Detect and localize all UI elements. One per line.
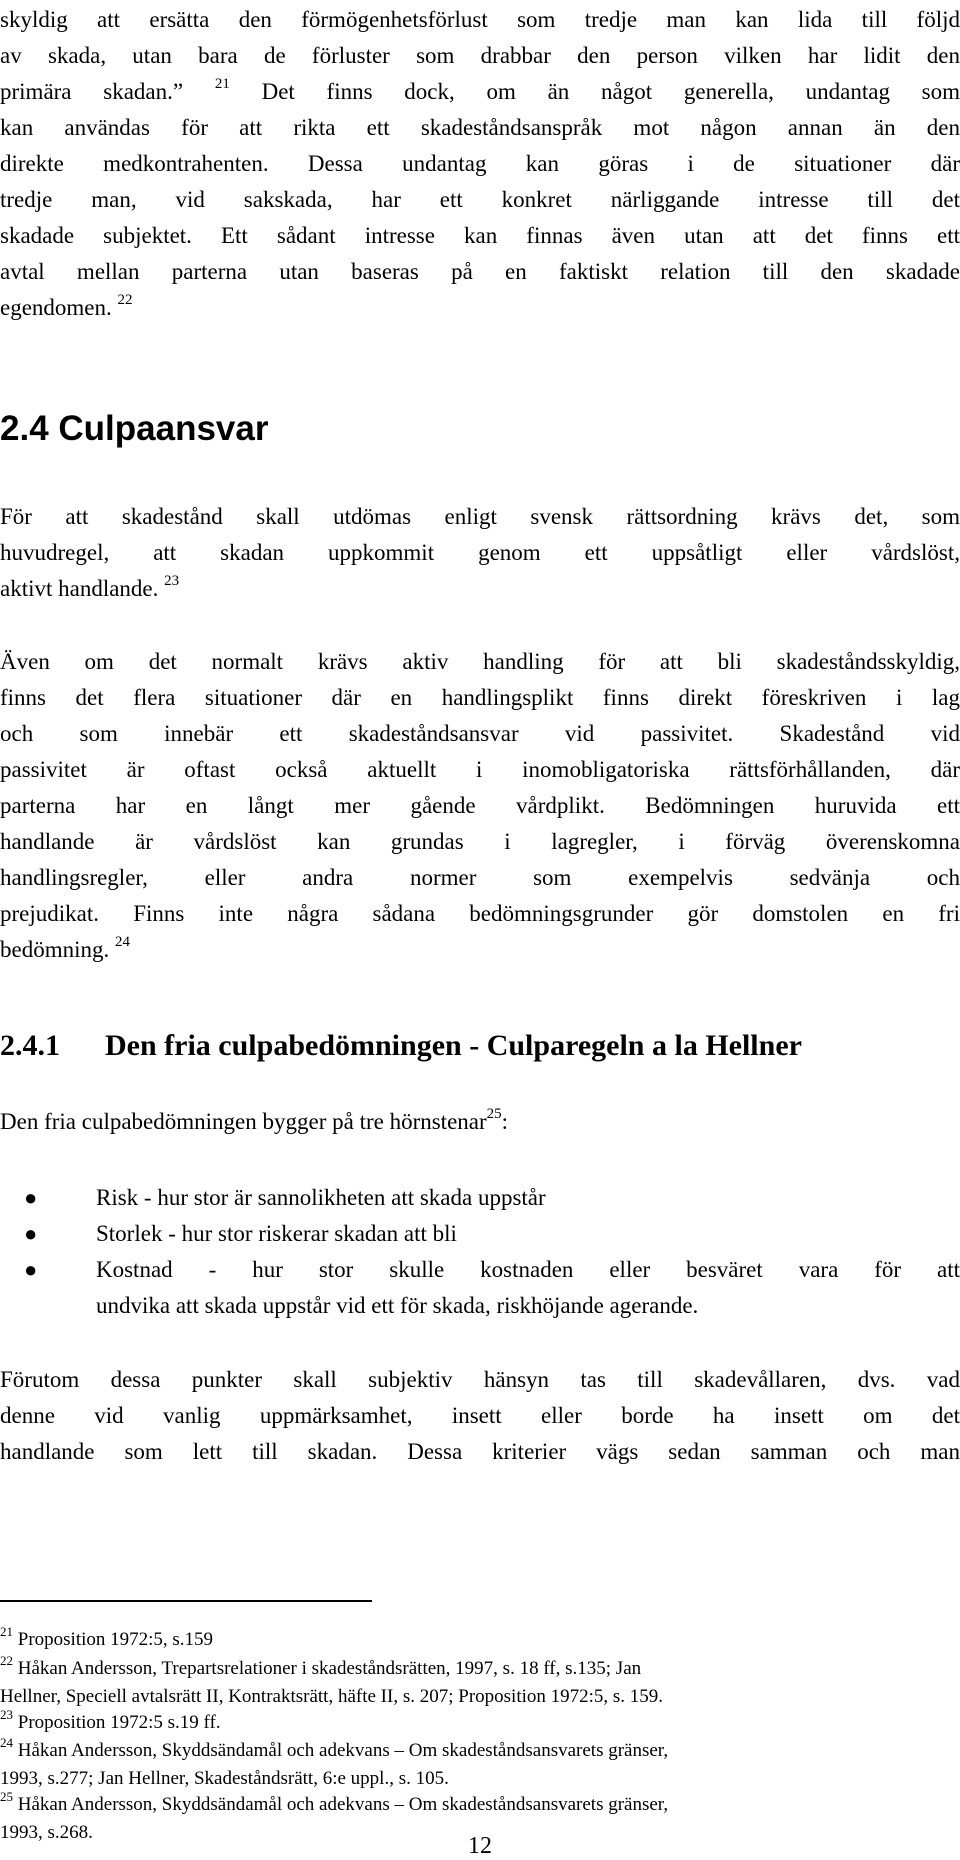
- footnote-number: 23: [0, 1706, 13, 1722]
- section-number: 2.4: [0, 409, 49, 448]
- footnote-25-cont: 1993, s.268.: [0, 1822, 93, 1843]
- footnote-text: Håkan Andersson, Skyddsändamål och adekvans – Om skadeståndsansvarets gränser,: [17, 1740, 669, 1761]
- text-line: huvudregel, att skadan uppkommit genom ett uppsåtligt eller vårdslöst,: [0, 540, 960, 565]
- bullet-icon: ●: [24, 1185, 38, 1210]
- subsection-title: Den fria culpabedömningen - Culparegeln a la Hellner: [105, 1029, 802, 1062]
- list-item: Kostnad - hur stor skulle kostnaden eller besväret vara för att: [96, 1257, 960, 1282]
- footnote-separator: [0, 1600, 372, 1602]
- subsection-heading: [0, 1026, 802, 1066]
- footnote-text: Håkan Andersson, Skyddsändamål och adekvans – Om skadeståndsansvarets gränser,: [17, 1794, 669, 1815]
- text-line: [0, 932, 960, 968]
- footnote-25: [0, 1788, 915, 1819]
- text-line: Förutom dessa punkter skall subjektiv hänsyn tas till skadevållaren, dvs. vad: [0, 1367, 960, 1392]
- footnote-ref-22[interactable]: 22: [117, 292, 133, 309]
- bullet-icon: ●: [24, 1257, 38, 1282]
- page-number: 12: [468, 1833, 492, 1859]
- text-line: prejudikat. Finns inte några sådana bedömningsgrunder gör domstolen en fri: [0, 901, 960, 926]
- text-fragment: primära skadan.”: [0, 79, 184, 104]
- footnote-text: Håkan Andersson, Trepartsrelationer i skadeståndsrätten, 1997, s. 18 ff, s.135; Jan: [17, 1658, 642, 1679]
- text-line: kan användas för att rikta ett skadeståndsanspråk mot någon annan än den: [0, 115, 960, 140]
- text-line: finns det flera situationer där en handlingsplikt finns direkt föreskriven i lag: [0, 685, 960, 710]
- text-line: [0, 290, 960, 326]
- footnote-number: 24: [0, 1734, 13, 1750]
- text-line: denne vid vanlig uppmärksamhet, insett eller borde ha insett om det: [0, 1403, 960, 1428]
- footnote-number: 21: [0, 1623, 13, 1639]
- text-line: [0, 74, 960, 110]
- text-line: och som innebär ett skadeståndsansvar vid passivitet. Skadestånd vid: [0, 721, 960, 746]
- footnote-22-cont: Hellner, Speciell avtalsrätt II, Kontraktsrätt, häfte II, s. 207; Proposition 1972:5, s. 159.: [0, 1686, 664, 1707]
- text-line: direkte medkontrahenten. Dessa undantag kan göras i de situationer där: [0, 151, 960, 176]
- footnote-text: Proposition 1972:5 s.19 ff.: [17, 1712, 221, 1733]
- footnote-ref-21[interactable]: 21: [214, 76, 230, 93]
- text-line: handlande som lett till skadan. Dessa kriterier vägs sedan samman och man: [0, 1439, 960, 1464]
- text-fragment: egendomen.: [0, 295, 112, 320]
- footnote-21: [0, 1623, 915, 1654]
- footnote-ref-24[interactable]: 24: [115, 934, 130, 951]
- text-line: För att skadestånd skall utdömas enligt svensk rättsordning krävs det, som: [0, 504, 960, 529]
- text-fragment: aktivt handlande.: [0, 576, 159, 601]
- text-line: tredje man, vid sakskada, har ett konkret närliggande intresse till det: [0, 187, 960, 212]
- footnote-24-cont: 1993, s.277; Jan Hellner, Skadeståndsrätt, 6:e uppl., s. 105.: [0, 1768, 449, 1789]
- section-title: Culpaansvar: [58, 409, 269, 448]
- section-heading: [0, 407, 268, 451]
- footnote-text: Proposition 1972:5, s.159: [17, 1629, 214, 1650]
- list-item: Storlek - hur stor riskerar skadan att bli: [96, 1221, 457, 1246]
- text-line: handlande är vårdslöst kan grundas i lagregler, i förväg överenskomna: [0, 829, 960, 854]
- text-line: parterna har en långt mer gående vårdplikt. Bedömningen huruvida ett: [0, 793, 960, 818]
- paragraph-4: [0, 1104, 960, 1140]
- footnote-24: [0, 1734, 915, 1765]
- footnote-number: 22: [0, 1652, 13, 1668]
- footnote-ref-25[interactable]: 25: [486, 1106, 502, 1123]
- list-item: Risk - hur stor är sannolikheten att skada uppstår: [96, 1185, 546, 1210]
- text-fragment: Den fria culpabedömningen bygger på tre hörnstenar: [0, 1109, 487, 1134]
- footnote-23: [0, 1706, 915, 1737]
- text-line: skyldig att ersätta den förmögenhetsförlust som tredje man kan lida till följd: [0, 7, 960, 32]
- footnote-ref-23[interactable]: 23: [164, 573, 180, 590]
- footnote-22: [0, 1652, 915, 1683]
- subsection-number: 2.4.1: [0, 1029, 60, 1062]
- text-line: passivitet är oftast också aktuellt i inomobligatoriska rättsförhållanden, där: [0, 757, 960, 782]
- text-line: [0, 571, 960, 607]
- text-line: skadade subjektet. Ett sådant intresse kan finnas även utan att det finns ett: [0, 223, 960, 248]
- text-line: Även om det normalt krävs aktiv handling för att bli skadeståndsskyldig,: [0, 649, 960, 674]
- text-line: avtal mellan parterna utan baseras på en faktiskt relation till den skadade: [0, 259, 960, 284]
- text-fragment: Det finns dock, om än något generella, undantag som: [261, 79, 960, 104]
- text-fragment: bedömning.: [0, 937, 110, 962]
- text-line: handlingsregler, eller andra normer som exempelvis sedvänja och: [0, 865, 960, 890]
- text-line: av skada, utan bara de förluster som drabbar den person vilken har lidit den: [0, 43, 960, 68]
- bullet-icon: ●: [24, 1221, 38, 1246]
- text-fragment: :: [501, 1109, 509, 1134]
- list-item-continuation: undvika att skada uppstår vid ett för skada, riskhöjande agerande.: [96, 1293, 699, 1318]
- footnote-number: 25: [0, 1788, 13, 1804]
